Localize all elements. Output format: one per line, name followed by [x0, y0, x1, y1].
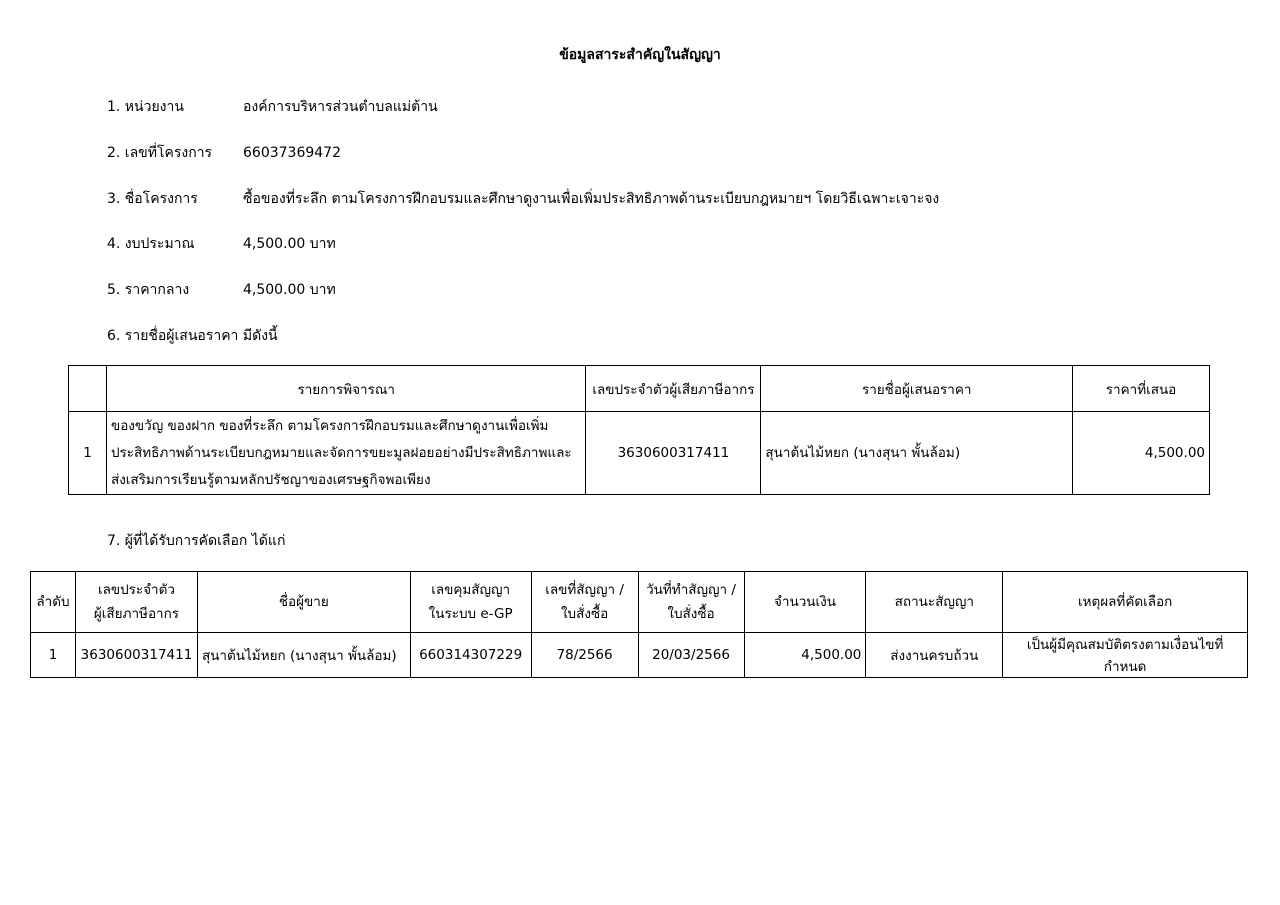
field-label: 5. ราคากลาง [107, 282, 190, 298]
header-line: เลขประจำตัว [97, 582, 175, 598]
field-value: 4,500.00 บาท [243, 236, 336, 252]
bidders-table [68, 365, 1210, 495]
item-description-line: ของขวัญ ของฝาก ของที่ระลึก ตามโครงการฝึกอบรมและศึกษาดูงานเพื่อเพิ่ม [110, 417, 549, 434]
field-label: 2. เลขที่โครงการ [107, 145, 213, 161]
table-header-cell: รายชื่อผู้เสนอราคา [761, 366, 1073, 412]
contract-date: 20/03/2566 [638, 633, 744, 678]
selection-reason: เป็นผู้มีคุณสมบัติตรงตามเงื่อนไขที่กำหนด [1003, 633, 1248, 678]
header-line: เหตุผลที่คัดเลือก [1077, 594, 1173, 610]
field-project-name [107, 188, 939, 210]
table-header-cell [866, 572, 1003, 633]
header-line: ใบสั่งซื้อ [560, 606, 609, 622]
header-line: ชื่อผู้ขาย [278, 594, 329, 610]
table-row [69, 412, 1210, 495]
tax-id: 3630600317411 [586, 412, 761, 495]
table-header-row [31, 572, 1248, 633]
field-value: 66037369472 [243, 145, 341, 161]
field-project-number [107, 142, 341, 164]
table-header-cell: รายการพิจารณา [106, 366, 586, 412]
table-header-cell: ราคาที่เสนอ [1073, 366, 1210, 412]
table-row [31, 633, 1248, 678]
header-line: ผู้เสียภาษีอากร [93, 606, 180, 622]
header-line: ในระบบ e-GP [428, 606, 513, 622]
table-header-cell [75, 572, 197, 633]
field-value: 4,500.00 บาท [243, 282, 336, 298]
bidder-name: สุนาต้นไม้หยก (นางสุนา พั้นล้อม) [761, 412, 1073, 495]
table-header-row [69, 366, 1210, 412]
header-line: ลำดับ [36, 594, 70, 610]
table-header-cell [744, 572, 866, 633]
row-number: 1 [31, 633, 76, 678]
field-label: 3. ชื่อโครงการ [107, 191, 198, 207]
header-line: เลขที่สัญญา / [545, 582, 624, 598]
table-header-cell [69, 366, 107, 412]
table-header-cell [531, 572, 638, 633]
table-header-cell [410, 572, 531, 633]
table-header-cell [1003, 572, 1248, 633]
table-header-cell: เลขประจำตัวผู้เสียภาษีอากร [586, 366, 761, 412]
seller-name: สุนาต้นไม้หยก (นางสุนา พั้นล้อม) [197, 633, 410, 678]
item-description [106, 412, 586, 495]
header-line: จำนวนเงิน [773, 594, 836, 610]
field-budget [107, 233, 336, 255]
contract-amount: 4,500.00 [744, 633, 866, 678]
contract-number: 78/2566 [531, 633, 638, 678]
egp-control-number: 660314307229 [410, 633, 531, 678]
field-label: 1. หน่วยงาน [107, 99, 184, 115]
contract-status: ส่งงานครบถ้วน [866, 633, 1003, 678]
header-line: วันที่ทำสัญญา / [646, 582, 736, 598]
header-line: สถานะสัญญา [894, 594, 974, 610]
table-header-cell [197, 572, 410, 633]
field-label: 4. งบประมาณ [107, 236, 195, 252]
field-agency [107, 96, 438, 118]
field-reference-price [107, 279, 336, 301]
field-value: องค์การบริหารส่วนตำบลแม่ต้าน [243, 99, 438, 115]
row-number: 1 [69, 412, 107, 495]
section-winners-heading: 7. ผู้ที่ได้รับการคัดเลือก ได้แก่ [107, 533, 286, 549]
table-header-cell [638, 572, 744, 633]
document-title: ข้อมูลสาระสำคัญในสัญญา [559, 47, 721, 63]
field-value: ซื้อของที่ระลึก ตามโครงการฝึกอบรมและศึกษาดูงานเพื่อเพิ่มประสิทธิภาพด้านระเบียบกฎหมายฯ โดยวิธีเฉพาะเจาะจง [243, 191, 940, 207]
tax-id: 3630600317411 [75, 633, 197, 678]
table-header-cell [31, 572, 76, 633]
offer-price: 4,500.00 [1073, 412, 1210, 495]
item-description-line: ประสิทธิภาพด้านระเบียบกฎหมายและจัดการขยะมูลฝอยอย่างมีประสิทธิภาพและ [110, 444, 572, 461]
winners-table [30, 571, 1248, 678]
section-bidders-heading: 6. รายชื่อผู้เสนอราคา มีดังนี้ [107, 328, 278, 344]
header-line: เลขคุมสัญญา [431, 582, 511, 598]
header-line: ใบสั่งซื้อ [667, 606, 715, 622]
item-description-line: ส่งเสริมการเรียนรู้ตามหลักปรัชญาของเศรษฐกิจพอเพียง [110, 471, 431, 488]
